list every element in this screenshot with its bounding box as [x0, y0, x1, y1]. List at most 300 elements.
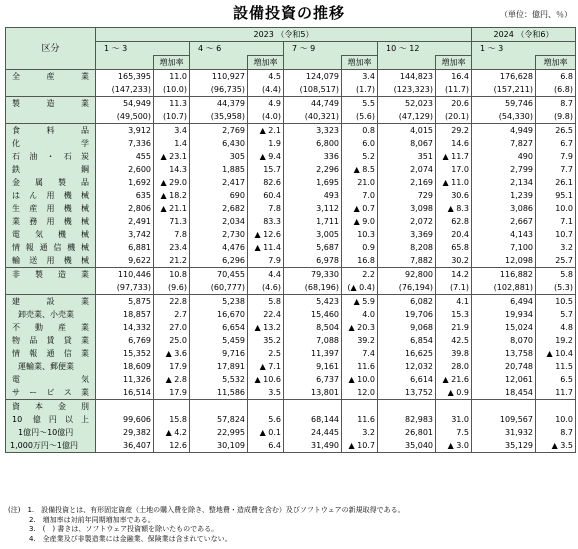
note-line: 4. 全産業及び非製造業には金融業、保険業は含まれていない。 [8, 534, 232, 543]
amount-cell: 690 [190, 189, 248, 202]
growth-cell: 3.4 [154, 124, 190, 138]
amount-cell: (40,321) [284, 110, 342, 124]
amount-cell: 24,445 [284, 426, 342, 439]
growth-cell: 22.4 [248, 308, 284, 321]
growth-cell: 5.8 [536, 268, 576, 282]
amount-cell: 12,032 [378, 360, 436, 373]
amount-cell: 82,983 [378, 413, 436, 426]
amount-cell: 26,801 [378, 426, 436, 439]
growth-cell: (4.4) [248, 83, 284, 97]
header-growth: 増加率 [154, 56, 190, 70]
growth-cell: (5.3) [536, 281, 576, 295]
growth-cell: 21.9 [436, 321, 472, 334]
growth-cell: 12.6 [154, 439, 190, 453]
growth-cell: (11.7) [436, 83, 472, 97]
amount-cell: 5,532 [190, 373, 248, 386]
amount-cell [190, 400, 248, 414]
growth-cell: 3.2 [536, 241, 576, 254]
amount-cell: 490 [472, 150, 536, 163]
table-row [6, 373, 576, 386]
amount-cell: 30,109 [190, 439, 248, 453]
growth-cell [536, 400, 576, 414]
header-period: 1 ～ 3 [472, 42, 536, 56]
amount-cell: 3,086 [472, 202, 536, 215]
growth-cell: ▲ 9.4 [248, 150, 284, 163]
growth-cell: 14.2 [436, 268, 472, 282]
growth-cell: ▲ 18.2 [154, 189, 190, 202]
growth-cell: 29.2 [436, 124, 472, 138]
growth-cell: ▲ 10.0 [342, 373, 378, 386]
table-row [6, 202, 576, 215]
growth-cell: 5.6 [248, 413, 284, 426]
growth-cell: 17.9 [154, 386, 190, 400]
row-label: 鉄 鋼 [6, 163, 96, 176]
amount-cell: 1,695 [284, 176, 342, 189]
amount-cell: 176,628 [472, 70, 536, 84]
growth-cell: 1.4 [154, 137, 190, 150]
amount-cell: 20,748 [472, 360, 536, 373]
amount-cell: 12,098 [472, 254, 536, 268]
table-row [6, 83, 576, 97]
growth-cell: 4.0 [342, 308, 378, 321]
table-row [6, 386, 576, 400]
growth-cell: 0.9 [342, 241, 378, 254]
amount-cell: 31,932 [472, 426, 536, 439]
table-row [6, 281, 576, 295]
growth-cell [342, 400, 378, 414]
row-label [6, 83, 96, 97]
growth-cell: 15.8 [154, 413, 190, 426]
row-label: 情報通信機械 [6, 241, 96, 254]
amount-cell: 7,100 [472, 241, 536, 254]
growth-cell: (10.7) [154, 110, 190, 124]
growth-cell [154, 400, 190, 414]
amount-cell: 17,891 [190, 360, 248, 373]
growth-cell: 22.8 [154, 295, 190, 309]
amount-cell: 16,670 [190, 308, 248, 321]
table-row [6, 426, 576, 439]
table-row [6, 228, 576, 241]
growth-cell: ▲ 4.2 [154, 426, 190, 439]
amount-cell: 6,614 [378, 373, 436, 386]
header-growth: 増加率 [342, 56, 378, 70]
amount-cell: 7,336 [96, 137, 154, 150]
amount-cell: 6,800 [284, 137, 342, 150]
page-title: 設備投資の推移 [232, 4, 345, 22]
growth-cell: ▲ 3.5 [536, 439, 576, 453]
growth-cell: 11.6 [342, 360, 378, 373]
growth-cell: (9.8) [536, 110, 576, 124]
row-label [6, 110, 96, 124]
table-row [6, 215, 576, 228]
growth-cell: (▲ 0.4) [342, 281, 378, 295]
row-label: 電 気 [6, 373, 96, 386]
amount-cell: 22,995 [190, 426, 248, 439]
growth-cell: 6.0 [342, 137, 378, 150]
amount-cell: 110,927 [190, 70, 248, 84]
table-row [6, 334, 576, 347]
row-label: 食 料 品 [6, 124, 96, 138]
table-row [6, 150, 576, 163]
growth-cell: 6.8 [536, 70, 576, 84]
growth-cell: 28.0 [436, 360, 472, 373]
growth-cell: 10.0 [536, 413, 576, 426]
growth-cell: 7.4 [342, 347, 378, 360]
row-label: 10 億円以上 [6, 413, 96, 426]
amount-cell: 2,806 [96, 202, 154, 215]
header-year-2023: 2023 （令和5） [96, 28, 472, 42]
amount-cell: 6,494 [472, 295, 536, 309]
header-growth: 増加率 [436, 56, 472, 70]
row-label: 卸売業、小売業 [6, 308, 96, 321]
growth-cell: 6.7 [536, 137, 576, 150]
amount-cell [472, 400, 536, 414]
growth-cell: 3.5 [248, 386, 284, 400]
growth-cell: 7.0 [342, 189, 378, 202]
amount-cell: 2,417 [190, 176, 248, 189]
growth-cell: 26.1 [536, 176, 576, 189]
growth-cell: 11.6 [342, 413, 378, 426]
table-row [6, 241, 576, 254]
growth-cell: 11.7 [536, 386, 576, 400]
growth-cell: (20.1) [436, 110, 472, 124]
growth-cell: 14.6 [436, 137, 472, 150]
growth-cell: 4.4 [248, 268, 284, 282]
amount-cell: (54,330) [472, 110, 536, 124]
growth-cell: 71.3 [154, 215, 190, 228]
amount-cell: 2,072 [378, 215, 436, 228]
amount-cell: 11,397 [284, 347, 342, 360]
amount-cell: (97,733) [96, 281, 154, 295]
amount-cell: 6,082 [378, 295, 436, 309]
growth-cell: ▲ 13.2 [248, 321, 284, 334]
header-year-2024: 2024 （令和6） [472, 28, 576, 42]
row-label: 運輸業、郵便業 [6, 360, 96, 373]
table-row [6, 347, 576, 360]
row-label: 非 製 造 業 [6, 268, 96, 282]
growth-cell: 3.4 [342, 70, 378, 84]
growth-cell: 10.3 [342, 228, 378, 241]
amount-cell: 19,934 [472, 308, 536, 321]
growth-cell [436, 400, 472, 414]
amount-cell: 305 [190, 150, 248, 163]
amount-cell: 5,423 [284, 295, 342, 309]
amount-cell: (108,517) [284, 83, 342, 97]
row-label: 物品賃貸業 [6, 334, 96, 347]
amount-cell: 44,749 [284, 97, 342, 111]
growth-cell: 5.5 [342, 97, 378, 111]
amount-cell: 2,730 [190, 228, 248, 241]
amount-cell: 4,143 [472, 228, 536, 241]
table-row [6, 439, 576, 453]
growth-cell: 27.0 [154, 321, 190, 334]
amount-cell: 455 [96, 150, 154, 163]
growth-cell: 25.7 [536, 254, 576, 268]
growth-cell: 10.0 [536, 202, 576, 215]
growth-cell: 14.3 [154, 163, 190, 176]
amount-cell: 16,625 [378, 347, 436, 360]
amount-cell: (102,881) [472, 281, 536, 295]
growth-cell: (4.6) [248, 281, 284, 295]
growth-cell: 16.8 [342, 254, 378, 268]
amount-cell: 9,068 [378, 321, 436, 334]
amount-cell: 124,079 [284, 70, 342, 84]
amount-cell: 57,824 [190, 413, 248, 426]
amount-cell: 110,446 [96, 268, 154, 282]
growth-cell: ▲ 11.4 [248, 241, 284, 254]
growth-cell: ▲ 10.4 [536, 347, 576, 360]
amount-cell: 54,949 [96, 97, 154, 111]
amount-cell: 3,369 [378, 228, 436, 241]
amount-cell: 18,609 [96, 360, 154, 373]
amount-cell: 351 [378, 150, 436, 163]
table-row [6, 110, 576, 124]
growth-cell: 21.0 [342, 176, 378, 189]
header-category: 区分 [6, 28, 96, 70]
growth-cell: 19.2 [536, 334, 576, 347]
row-label: 石油・石炭 [6, 150, 96, 163]
amount-cell [96, 400, 154, 414]
growth-cell: ▲ 11.0 [436, 176, 472, 189]
amount-cell [284, 400, 342, 414]
growth-cell: ▲ 3.0 [436, 439, 472, 453]
amount-cell: 2,769 [190, 124, 248, 138]
row-label: 1,000万円～1億円 [6, 439, 96, 453]
row-label: 金属製品 [6, 176, 96, 189]
amount-cell: 29,382 [96, 426, 154, 439]
amount-cell: 59,746 [472, 97, 536, 111]
amount-cell: 1,692 [96, 176, 154, 189]
row-label: 電気機械 [6, 228, 96, 241]
growth-cell: (7.1) [436, 281, 472, 295]
growth-cell: ▲ 2.1 [248, 124, 284, 138]
amount-cell: (157,211) [472, 83, 536, 97]
amount-cell: 2,169 [378, 176, 436, 189]
note-line: 3. ( ) 書きは、ソフトウェア投資額を除いたものである。 [8, 525, 219, 533]
growth-cell: ▲ 9.0 [342, 215, 378, 228]
amount-cell: 52,023 [378, 97, 436, 111]
amount-cell: 9,161 [284, 360, 342, 373]
amount-cell: 35,129 [472, 439, 536, 453]
table-row [6, 295, 576, 309]
amount-cell: 7,827 [472, 137, 536, 150]
growth-cell: 42.5 [436, 334, 472, 347]
growth-cell: 26.5 [536, 124, 576, 138]
amount-cell: 2,491 [96, 215, 154, 228]
row-label: 資本金別 [6, 400, 96, 414]
amount-cell: 5,687 [284, 241, 342, 254]
growth-cell: (10.0) [154, 83, 190, 97]
growth-cell: 10.7 [536, 228, 576, 241]
growth-cell: 0.8 [342, 124, 378, 138]
amount-cell: 99,606 [96, 413, 154, 426]
growth-cell: 7.8 [248, 202, 284, 215]
table-row [6, 189, 576, 202]
amount-cell: (76,194) [378, 281, 436, 295]
growth-cell: 83.3 [248, 215, 284, 228]
amount-cell: (123,323) [378, 83, 436, 97]
growth-cell: 82.6 [248, 176, 284, 189]
amount-cell: 79,330 [284, 268, 342, 282]
header-growth: 増加率 [536, 56, 576, 70]
amount-cell: 18,454 [472, 386, 536, 400]
amount-cell: (35,958) [190, 110, 248, 124]
amount-cell: 14,332 [96, 321, 154, 334]
amount-cell: (60,777) [190, 281, 248, 295]
growth-cell: 39.8 [436, 347, 472, 360]
growth-cell: ▲ 7.1 [248, 360, 284, 373]
amount-cell: 6,430 [190, 137, 248, 150]
growth-cell: 7.9 [536, 150, 576, 163]
amount-cell: 144,823 [378, 70, 436, 84]
growth-cell: 8.7 [536, 97, 576, 111]
row-label: 建 設 業 [6, 295, 96, 309]
amount-cell: 68,144 [284, 413, 342, 426]
growth-cell: ▲ 2.8 [154, 373, 190, 386]
growth-cell: ▲ 11.7 [436, 150, 472, 163]
growth-cell: 17.0 [436, 163, 472, 176]
growth-cell: 17.9 [154, 360, 190, 373]
amount-cell: 92,800 [378, 268, 436, 282]
growth-cell: ▲ 20.3 [342, 321, 378, 334]
amount-cell: 4,949 [472, 124, 536, 138]
growth-cell: 8.7 [536, 426, 576, 439]
growth-cell: ▲ 0.1 [248, 426, 284, 439]
amount-cell: 6,654 [190, 321, 248, 334]
amount-cell: 31,490 [284, 439, 342, 453]
row-label: 製 造 業 [6, 97, 96, 111]
amount-cell: 2,682 [190, 202, 248, 215]
amount-cell: 9,622 [96, 254, 154, 268]
table-row [6, 308, 576, 321]
row-label: サービス業 [6, 386, 96, 400]
amount-cell: 8,208 [378, 241, 436, 254]
note-line: (注) 1. 設備投資とは、有形固定資産（土地の購入費を除き、整地費・造成費を含む）及びソフトウェアの新規取得である。 [8, 506, 405, 514]
amount-cell: (147,233) [96, 83, 154, 97]
growth-cell: 6.5 [536, 373, 576, 386]
amount-cell: 336 [284, 150, 342, 163]
growth-cell: 20.6 [436, 97, 472, 111]
amount-cell: 11,326 [96, 373, 154, 386]
growth-cell: 30.6 [436, 189, 472, 202]
table-row [6, 268, 576, 282]
growth-cell: 12.0 [342, 386, 378, 400]
capex-table [5, 27, 576, 453]
growth-cell: ▲ 21.1 [154, 202, 190, 215]
growth-cell: 7.8 [154, 228, 190, 241]
growth-cell: 21.2 [154, 254, 190, 268]
amount-cell: 70,455 [190, 268, 248, 282]
growth-cell: ▲ 0.9 [436, 386, 472, 400]
amount-cell: 2,034 [190, 215, 248, 228]
amount-cell: 2,600 [96, 163, 154, 176]
growth-cell: ▲ 23.1 [154, 150, 190, 163]
growth-cell: 4.1 [436, 295, 472, 309]
growth-cell: 95.1 [536, 189, 576, 202]
growth-cell: (4.0) [248, 110, 284, 124]
amount-cell: 35,040 [378, 439, 436, 453]
amount-cell: 2,134 [472, 176, 536, 189]
growth-cell: 65.8 [436, 241, 472, 254]
growth-cell: 11.5 [536, 360, 576, 373]
growth-cell: (6.8) [536, 83, 576, 97]
growth-cell: 15.3 [436, 308, 472, 321]
note-line: 2. 増加率は対前年同期増加率である。 [8, 515, 155, 524]
growth-cell [248, 400, 284, 414]
table-row [6, 97, 576, 111]
table-row [6, 70, 576, 84]
growth-cell: ▲ 0.7 [342, 202, 378, 215]
growth-cell: 39.2 [342, 334, 378, 347]
growth-cell: 5.2 [342, 150, 378, 163]
growth-cell: 4.9 [248, 97, 284, 111]
growth-cell: ▲ 29.0 [154, 176, 190, 189]
header-growth: 増加率 [248, 56, 284, 70]
growth-cell: 15.7 [248, 163, 284, 176]
amount-cell [378, 400, 436, 414]
amount-cell: 5,459 [190, 334, 248, 347]
amount-cell: 8,067 [378, 137, 436, 150]
amount-cell: 729 [378, 189, 436, 202]
growth-cell: 3.2 [342, 426, 378, 439]
growth-cell: 2.2 [342, 268, 378, 282]
growth-cell: 31.0 [436, 413, 472, 426]
amount-cell: 7,882 [378, 254, 436, 268]
growth-cell: (1.7) [342, 83, 378, 97]
amount-cell: 12,061 [472, 373, 536, 386]
amount-cell: 44,379 [190, 97, 248, 111]
amount-cell: (47,129) [378, 110, 436, 124]
amount-cell: 6,296 [190, 254, 248, 268]
growth-cell: ▲ 8.3 [436, 202, 472, 215]
row-label: 不 動 産 業 [6, 321, 96, 334]
amount-cell: 9,716 [190, 347, 248, 360]
amount-cell: 165,395 [96, 70, 154, 84]
amount-cell: 6,737 [284, 373, 342, 386]
growth-cell: 2.5 [248, 347, 284, 360]
table-row [6, 360, 576, 373]
row-label [6, 281, 96, 295]
amount-cell: 6,769 [96, 334, 154, 347]
growth-cell: 11.3 [154, 97, 190, 111]
row-label: 生産用機械 [6, 202, 96, 215]
table-row [6, 254, 576, 268]
amount-cell: 13,752 [378, 386, 436, 400]
amount-cell: 6,978 [284, 254, 342, 268]
row-label: 業務用機械 [6, 215, 96, 228]
growth-cell: 4.8 [536, 321, 576, 334]
table-row [6, 163, 576, 176]
growth-cell: 2.7 [154, 308, 190, 321]
growth-cell: (9.6) [154, 281, 190, 295]
header-period: 4 ～ 6 [190, 42, 248, 56]
amount-cell: (68,196) [284, 281, 342, 295]
amount-cell: 3,323 [284, 124, 342, 138]
amount-cell: 3,098 [378, 202, 436, 215]
amount-cell: 15,024 [472, 321, 536, 334]
row-label: 全 産 業 [6, 70, 96, 84]
amount-cell: 13,758 [472, 347, 536, 360]
growth-cell: ▲ 8.5 [342, 163, 378, 176]
growth-cell: 4.5 [248, 70, 284, 84]
amount-cell: 19,706 [378, 308, 436, 321]
amount-cell: 5,875 [96, 295, 154, 309]
amount-cell: 15,352 [96, 347, 154, 360]
amount-cell: 2,667 [472, 215, 536, 228]
amount-cell: 2,074 [378, 163, 436, 176]
header-period: 1 ～ 3 [96, 42, 154, 56]
table-row [6, 321, 576, 334]
